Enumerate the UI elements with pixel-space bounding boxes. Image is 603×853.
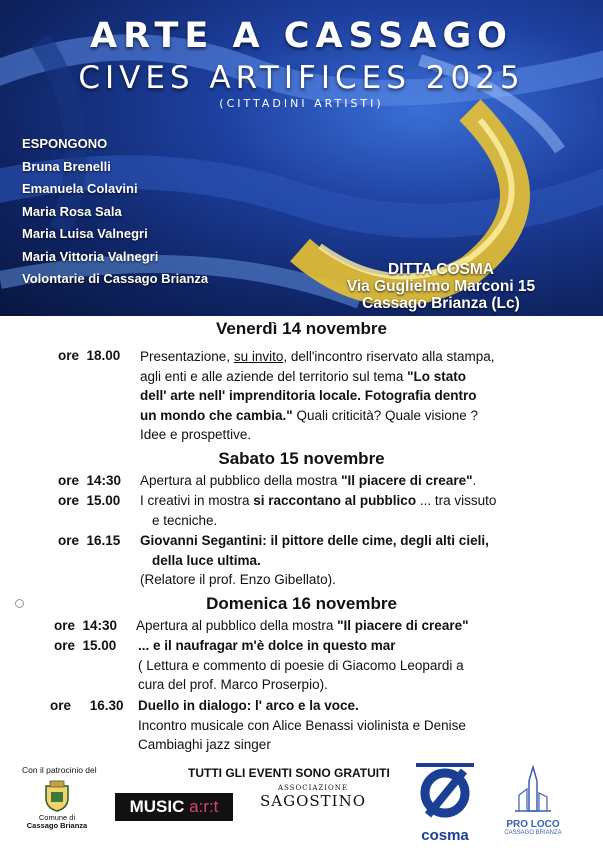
event-time: ore 15.00 <box>54 638 117 653</box>
event-time: ore 16.30 <box>50 698 124 713</box>
sago-association: ASSOCIAZIONE <box>277 784 349 792</box>
coat-of-arms-icon <box>42 780 72 812</box>
event-description: Presentazione, su invito, dell'incontro riservato alla stampa, agli enti e alle aziende del territorio sul tema "Lo stato dell' arte nell' imprenditoria locale. Fotografia dentro un mondo che cambia." Quali criticità? Quale visione ? Idee e prospettive. <box>140 349 495 442</box>
event-description: Apertura al pubblico della mostra "Il piacere di creare" <box>136 618 469 633</box>
venue-address: Via Guglielmo Marconi 15 <box>346 278 536 295</box>
artists-heading: ESPONGONO <box>22 136 108 151</box>
day-heading-sunday: Domenica 16 novembre <box>206 594 397 613</box>
event-time: ore 14:30 <box>54 618 118 633</box>
proloco-logo <box>497 765 569 836</box>
event-time: ore 16.15 <box>58 533 121 548</box>
comune-line1: Comune di <box>38 813 76 822</box>
artists-list <box>22 136 208 294</box>
hero-artwork <box>0 0 603 316</box>
sago-name: SAGOSTINO <box>259 792 367 810</box>
event-description: Giovanni Segantini: il pittore delle cime, degli alti cieli, della luce ultima. (Relatore il prof. Enzo Gibellato). <box>140 533 489 587</box>
musicart-logo: MUSIC a:r:t <box>115 793 233 821</box>
artist-name: Volontarie di Cassago Brianza <box>22 271 209 286</box>
subtitle-translation: (CITTADINI ARTISTI) <box>219 97 384 110</box>
cosma-symbol-icon <box>416 763 474 825</box>
event-description: I creativi in mostra si raccontano al pubblico ... tra vissuto e tecniche. <box>140 493 497 528</box>
day-heading-saturday: Sabato 15 novembre <box>218 449 385 468</box>
free-events-notice: TUTTI GLI EVENTI SONO GRATUITI <box>188 766 390 780</box>
page-title: ARTE A CASSAGO <box>90 16 513 56</box>
artist-name: Bruna Brenelli <box>22 158 111 174</box>
event-time: ore 14:30 <box>58 473 122 488</box>
sagostino-logo <box>258 784 368 810</box>
event-description: ... e il naufragar m'è dolce in questo mar ( Lettura e commento di poesie di Giacomo Leopardi a cura del prof. Marco Proserpio). <box>138 638 464 692</box>
comune-line2: Cassago Brianza <box>26 821 88 830</box>
event-time: ore 18.00 <box>58 348 121 363</box>
cosma-wordmark: cosma <box>421 827 469 844</box>
venue-name: DITTA COSMA <box>388 261 494 278</box>
event-description: Duello in dialogo: l' arco e la voce. Incontro musicale con Alice Benassi violinista e Denise Cambiaghi jazz singer <box>138 698 466 752</box>
patronage-label: Con il patrocinio del <box>22 765 97 775</box>
proloco-name: PRO LOCO <box>506 819 560 830</box>
church-tower-icon <box>513 765 553 815</box>
artist-name: Maria Rosa Sala <box>22 203 122 219</box>
artist-name: Maria Vittoria Valnegri <box>22 248 159 264</box>
comune-logo <box>26 780 88 830</box>
artist-name: Emanuela Colavini <box>22 181 138 196</box>
proloco-sub: CASSAGO BRIANZA <box>504 830 562 836</box>
cosma-logo <box>416 763 474 844</box>
event-description: Apertura al pubblico della mostra "Il piacere di creare". <box>140 473 477 488</box>
event-time: ore 15.00 <box>58 493 121 508</box>
day-heading-friday: Venerdì 14 novembre <box>215 319 388 338</box>
page-subtitle: CIVES ARTIFICES 2025 <box>78 60 525 96</box>
venue-block <box>316 261 566 312</box>
venue-city: Cassago Brianza (Lc) <box>362 295 520 312</box>
artist-name: Maria Luisa Valnegri <box>22 226 148 241</box>
